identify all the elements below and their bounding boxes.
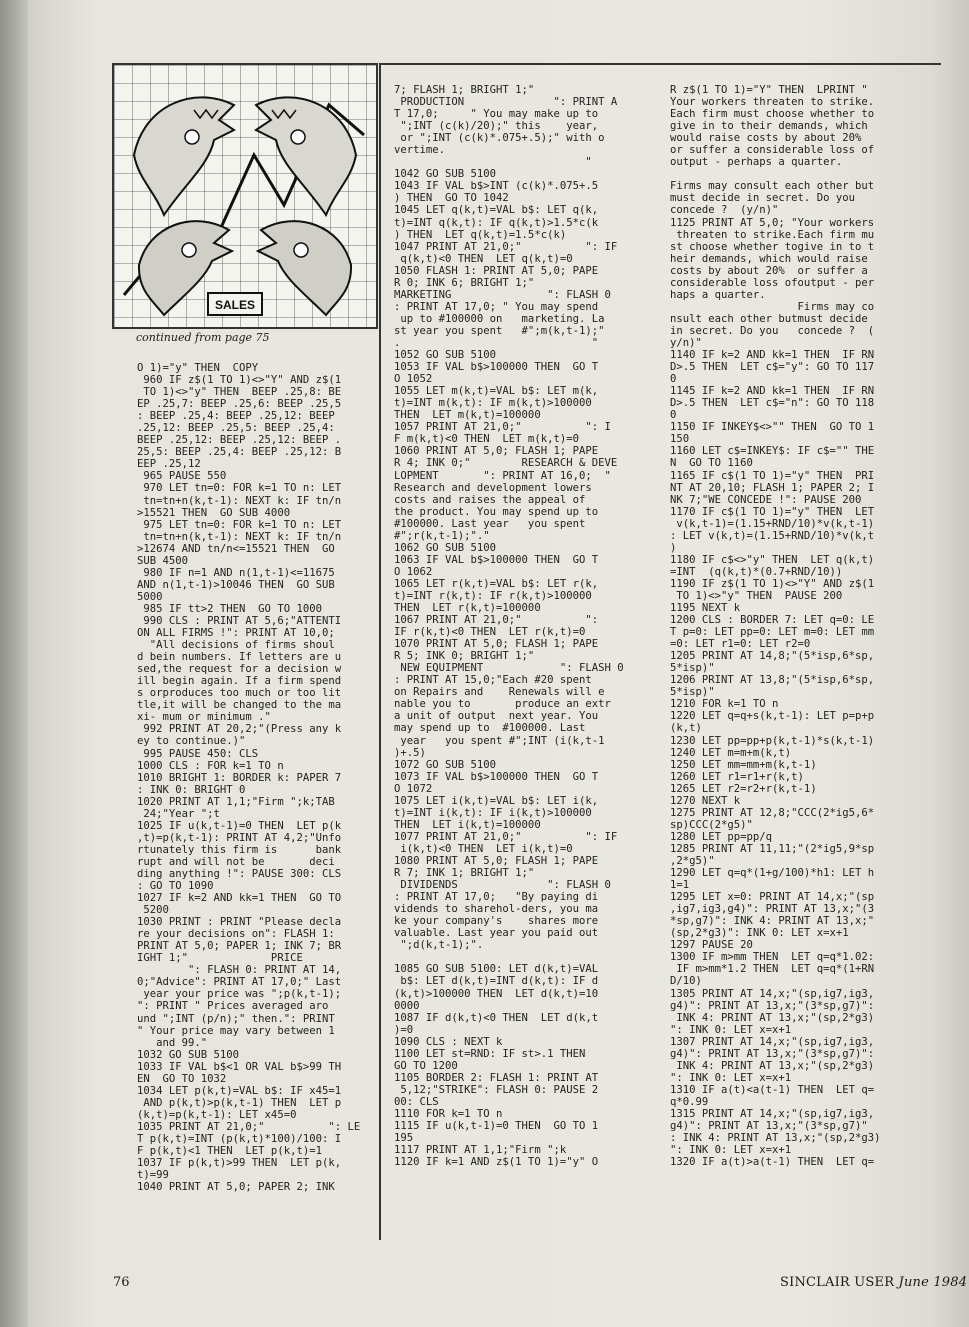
listing-column-1: O 1)="y" THEN COPY 960 IF z$(1 TO 1)<>"Y" AND z$(1 TO 1)<>"y" THEN BEEP .25,8: BE EP .25,7: BEEP .25,6: BEEP .25,5 : BEEP .25,4: BEEP .25,12: BEEP .25,12: BEEP .25,5: BEEP .25,4: BEEP .25,12: BEEP .25,12: BEEP . 25,5: BEEP .25,4: BEEP .25,12: B EEP .25,12 965 PAUSE 550 970 LET tn=0: FOR k=1 TO n: LET tn=tn+n(k,t-1): NEXT k: IF tn/n >15521 THEN GO SUB 4000 975 LET tn=0: FOR k=1 TO n: LET tn=tn+n(k,t-1): NEXT k: IF tn/n >12674 AND tn/n<=15521 THEN GO SUB 4500 980 IF n=1 AND n(1,t-1)<=11675 AND n(1,t-1)>10046 THEN GO SUB 5000 985 IF tt>2 THEN GO TO 1000 990 CLS : PRINT AT 5,6;"ATTENTI ON ALL FIRMS !": PRINT AT 10,0; "All decisions of firms shoul d bein numbers. If letters are u sed,the request for a decision w ill begin again. If a firm spend s orproduces too much or too lit tle,it will be changed to the ma xi- mum or minimum ." 992 PRINT AT 20,2;"(Press any k ey to continue.)" 995 PAUSE 450: CLS 1000 CLS : FOR k=1 TO n 1010 BRIGHT 1: BORDER k: PAPER 7 : INK 0: BRIGHT 0 1020 PRINT AT 1,1;"Firm ";k;TAB 24;"Year ";t 1025 IF u(k,t-1)=0 THEN LET p(k ,t)=p(k,t-1): PRINT AT 4,2;"Unfo rtunately this firm is bank rupt and will not be deci ding anything !": PAUSE 300: CLS : GO TO 1090 1027 IF k=2 AND kk=1 THEN GO TO 5200 1030 PRINT : PRINT "Please decla re your decisions on": FLASH 1: PRINT AT 5,0; PAPER 1; INK 7; BR IGHT 1;" PRICE ": FLASH 0: PRINT AT 14, 0;"Advice": PRINT AT 17,0;" Last year your price was ";p(k,t-1); ": PRINT " Prices averaged aro und ";INT (p/n);" then.": PRINT " Your price may vary between 1 and 99." 1032 GO SUB 5100 1033 IF VAL b$<1 OR VAL b$>99 TH EN GO TO 1032 1034 LET p(k,t)=VAL b$: IF x45=1 AND p(k,t)>p(k,t-1) THEN LET p (k,t)=p(k,t-1): LET x45=0 1035 PRINT AT 21,0;" ": LE T p(k,t)=INT (p(k,t)*100)/100: I F p(k,t)<1 THEN LET p(k,t)=1 1037 IF p(k,t)>99 THEN LET p(k, t)=99 1040 PRINT AT 5,0; PAPER 2; INK [137,362,361,1194]
dinosaur-illustration [114,65,376,327]
continued-caption: continued from page 75 [136,331,270,344]
book-spine [0,0,28,1327]
magazine-footer [780,1275,967,1290]
listing-column-3: R z$(1 TO 1)="Y" THEN LPRINT " Your workers threaten to strike. Each firm must choose whether to give in to their demands, which would raise costs by about 20% or suffer a considerable loss of output - perhaps a quarter. Firms may consult each other but must decide in secret. Do you concede ? (y/n)" 1125 PRINT AT 5,0; "Your workers threaten to strike.Each firm mu st choose whether togive in to t heir demands, which would raise costs by about 20% or suffer a considerable loss ofoutput - per haps a quarter. Firms may co nsult each other butmust decide in secret. Do you concede ? ( y/n)" 1140 IF k=2 AND kk=1 THEN IF RN D>.5 THEN LET c$="y": GO TO 117 0 1145 IF k=2 AND kk=1 THEN IF RN D>.5 THEN LET c$="n": GO TO 118 0 1150 IF INKEY$<>"" THEN GO TO 1 150 1160 LET c$=INKEY$: IF c$="" THE N GO TO 1160 1165 IF c$(1 TO 1)="y" THEN PRI NT AT 20,10; FLASH 1; PAPER 2; I NK 7;"WE CONCEDE !": PAUSE 200 1170 IF c$(1 TO 1)="y" THEN LET v(k,t-1)=(1.15+RND/10)*v(k,t-1) : LET v(k,t)=(1.15+RND/10)*v(k,t ) 1180 IF c$<>"y" THEN LET q(k,t) =INT (q(k,t)*(0.7+RND/10)) 1190 IF z$(1 TO 1)<>"Y" AND z$(1 TO 1)<>"y" THEN PAUSE 200 1195 NEXT k 1200 CLS : BORDER 7: LET q=0: LE T p=0: LET pp=0: LET m=0: LET mm =0: LET r1=0: LET r2=0 1205 PRINT AT 14,8;"(5*isp,6*sp, 5*isp)" 1206 PRINT AT 13,8;"(5*isp,6*sp, 5*isp)" 1210 FOR k=1 TO n 1220 LET q=q+s(k,t-1): LET p=p+p (k,t) 1230 LET pp=pp+p(k,t-1)*s(k,t-1) 1240 LET m=m+m(k,t) 1250 LET mm=mm+m(k,t-1) 1260 LET r1=r1+r(k,t) 1265 LET r2=r2+r(k,t-1) 1270 NEXT k 1275 PRINT AT 12,8;"CCC(2*ig5,6* sp)CCC(2*g5)" 1280 LET pp=pp/q 1285 PRINT AT 11,11;"(2*ig5,9*sp ,2*g5)" 1290 LET q=q*(1+g/100)*h1: LET h 1=1 1295 LET x=0: PRINT AT 14,x;"(sp ,ig7,ig3,g4)": PRINT AT 13,x;"(3 *sp,g7)": INK 4: PRINT AT 13,x;" (sp,2*g3)": INK 0: LET x=x+1 1297 PAUSE 20 1300 IF m>mm THEN LET q=q*1.02: IF m>mm*1.2 THEN LET q=q*(1+RN D/10) 1305 PRINT AT 14,x;"(sp,ig7,ig3, g4)": PRINT AT 13,x;"(3*sp,g7)": INK 4: PRINT AT 13,x;"(sp,2*g3) ": INK 0: LET x=x+1 1307 PRINT AT 14,x;"(sp,ig7,ig3, g4)": PRINT AT 13,x;"(3*sp,g7)": INK 4: PRINT AT 13,x;"(sp,2*g3) ": INK 0: LET x=x+1 1310 IF a(t)<a(t-1) THEN LET q= q*0.99 1315 PRINT AT 14,x;"(sp,ig7,ig3, g4)": PRINT AT 13,x;"(3*sp,g7)" : INK 4: PRINT AT 13,x;"(sp,2*g3) ": INK 0: LET x=x+1 1320 IF a(t)>a(t-1) THEN LET q= [670,84,881,1169]
page-number: 76 [113,1275,130,1290]
issue-date: June 1984 [898,1275,968,1290]
magazine-title: SINCLAIR USER [780,1275,895,1290]
sales-illustration [112,63,378,329]
listing-column-2: 7; FLASH 1; BRIGHT 1;" PRODUCTION ": PRINT A T 17,0; " You may make up to ";INT (c(k)/20);" this year, or ";INT (c(k)*.075+.5);" with o vertime. " 1042 GO SUB 5100 1043 IF VAL b$>INT (c(k)*.075+.5 ) THEN GO TO 1042 1045 LET q(k,t)=VAL b$: LET q(k, t)=INT q(k,t): IF q(k,t)>1.5*c(k ) THEN LET q(k,t)=1.5*c(k) 1047 PRINT AT 21,0;" ": IF q(k,t)<0 THEN LET q(k,t)=0 1050 FLASH 1: PRINT AT 5,0; PAPE R 0; INK 6; BRIGHT 1;" MARKETING ": FLASH 0 : PRINT AT 17,0; " You may spend up to #100000 on marketing. La st year you spent #";m(k,t-1);" . " 1052 GO SUB 5100 1053 IF VAL b$>100000 THEN GO T O 1052 1055 LET m(k,t)=VAL b$: LET m(k, t)=INT m(k,t): IF m(k,t)>100000 THEN LET m(k,t)=100000 1057 PRINT AT 21,0;" ": I F m(k,t)<0 THEN LET m(k,t)=0 1060 PRINT AT 5,0; FLASH 1; PAPE R 4; INK 0;" RESEARCH & DEVE LOPMENT ": PRINT AT 16,0; " Research and development lowers costs and raises the appeal of the product. You may spend up to #100000. Last year you spent #";r(k,t-1);"." 1062 GO SUB 5100 1063 IF VAL b$>100000 THEN GO T O 1062 1065 LET r(k,t)=VAL b$: LET r(k, t)=INT r(k,t): IF r(k,t)>100000 THEN LET r(k,t)=100000 1067 PRINT AT 21,0;" ": IF r(k,t)<0 THEN LET r(k,t)=0 1070 PRINT AT 5,0; FLASH 1; PAPE R 5; INK 0; BRIGHT 1;" NEW EQUIPMENT ": FLASH 0 : PRINT AT 15,0;"Each #20 spent on Repairs and Renewals will e nable you to produce an extr a unit of output next year. You may spend up to #100000. Last year you spent #";INT (i(k,t-1 )+.5) 1072 GO SUB 5100 1073 IF VAL b$>100000 THEN GO T O 1072 1075 LET i(k,t)=VAL b$: LET i(k, t)=INT i(k,t): IF i(k,t)>100000 THEN LET i(k,t)=100000 1077 PRINT AT 21,0;" ": IF i(k,t)<0 THEN LET i(k,t)=0 1080 PRINT AT 5,0; FLASH 1; PAPE R 7; INK 1; BRIGHT 1;" DIVIDENDS ": FLASH 0 : PRINT AT 17,0; "By paying di vidends to sharehol-ders, you ma ke your company's shares more valuable. Last year you paid out ";d(k,t-1);". 1085 GO SUB 5100: LET d(k,t)=VAL b$: LET d(k,t)=INT d(k,t): IF d (k,t)>100000 THEN LET d(k,t)=10 0000 1087 IF d(k,t)<0 THEN LET d(k,t )=0 1090 CLS : NEXT k 1100 LET st=RND: IF st>.1 THEN GO TO 1200 1105 BORDER 2: FLASH 1: PRINT AT 5,12;"STRIKE": FLASH 0: PAUSE 2 00: CLS 1110 FOR k=1 TO n 1115 IF u(k,t-1)=0 THEN GO TO 1 195 1117 PRINT AT 1,1;"Firm ";k 1120 IF k=1 AND z$(1 TO 1)="y" O [394,84,624,1169]
sales-badge: SALES [214,298,256,312]
